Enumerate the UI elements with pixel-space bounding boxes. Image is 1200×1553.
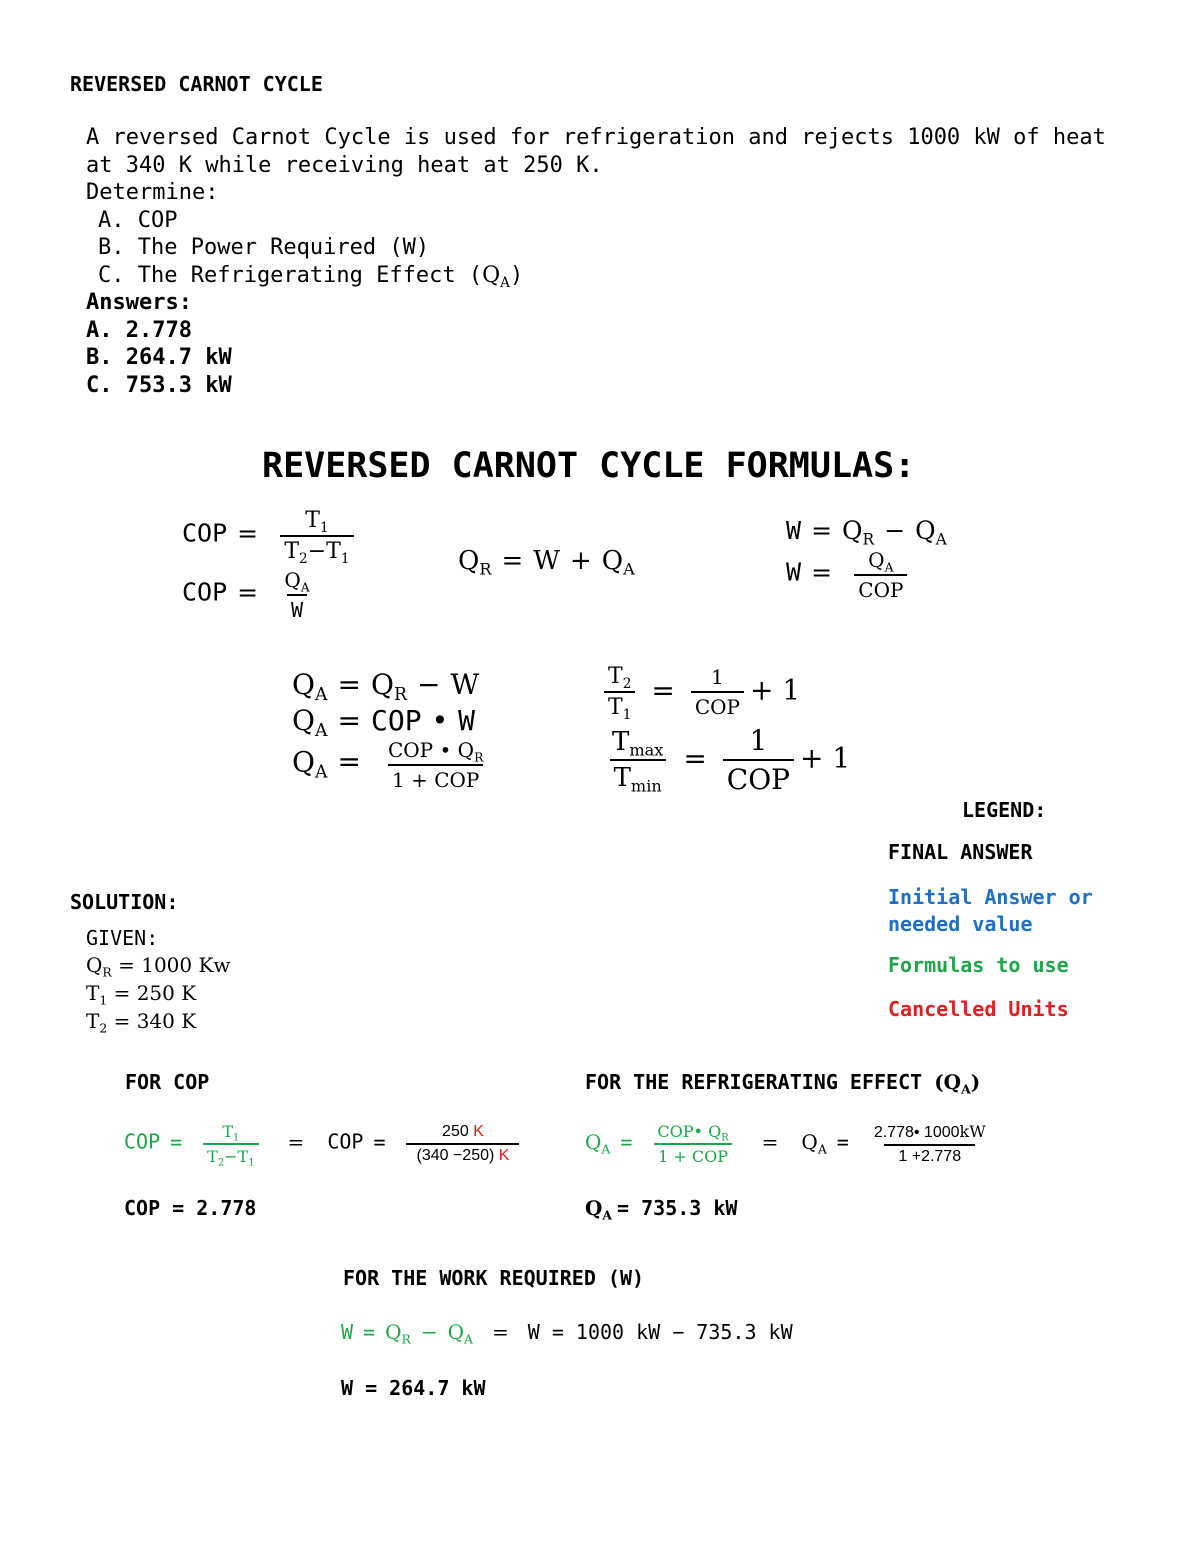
answers-heading: Answers: [86,290,192,315]
w-final-answer: W = 264.7 kW [341,1376,486,1400]
cancelled-unit-k: K [473,1123,484,1140]
formula-cop-qa-w: COP = $\frac{Q_A}{W}$ [182,568,310,622]
formulas-title: REVERSED CARNOT CYCLE FORMULAS: [262,446,916,486]
answer-a: A. 2.778 [86,317,192,343]
for-cop-heading: FOR COP [125,1070,210,1094]
qa-final-answer: $Q_A = 735.3$ kW [585,1196,738,1223]
formula-qa-fraction: $Q_A$ = $\frac{COP • Q_R}{\text{1 + COP}}$ [292,738,484,792]
answer-c: C. 753.3 kW [86,372,232,398]
legend-cancelled-units: Cancelled Units [888,997,1069,1021]
cancelled-unit-k: K [498,1147,510,1164]
formula-w-diff: $W = Q_R - Q_A$ [786,516,947,549]
problem-statement [86,124,1106,399]
qa-symbol: $Q_A$ [482,262,510,291]
for-cop-calculation: COP = $\frac{T_1}{T_2-T_1}$ = COP = $\frac{250 K}{(340 -250) K}$ [124,1122,525,1166]
formula-tmax-tmin: $\frac{T_{max}}{T_{min}}$ = $\frac{1}{\text{COP}}$ + 1 [602,724,850,796]
problem-item-b: B. The Power Required (W) [98,235,430,260]
given-t2: $T_2 = 340$ K [86,1009,197,1036]
formula-cop-temps: COP = $\frac{T_1}{T_2-T_1}$ [182,508,360,564]
legend-initial-answer: Initial Answer or needed value [888,885,1093,936]
for-w-calculation: $W = Q_R - Q_A = W = 1000$ kW − 735.3 kW [341,1320,793,1347]
problem-line-2: at 340 K while receiving heat at 250 K. [86,152,603,178]
formula-qa-product: $Q_A$ = COP • W [292,704,475,742]
answer-b: B. 264.7 kW [86,345,232,370]
legend-final-answer: FINAL ANSWER [888,840,1033,864]
for-w-heading: FOR THE WORK REQUIRED (W) [343,1266,645,1290]
legend-formulas: Formulas to use [888,953,1069,977]
problem-item-c: C. The Refrigerating Effect $(Q_A)$ [98,262,524,291]
problem-determine: Determine: [86,180,219,205]
given-t1: $T_1 = 250$ K [86,981,197,1008]
formula-qr: $Q_R = W + Q_A$ [458,546,635,579]
formula-w-cop: W = $\frac{Q_A}{\text{COP}}$ [786,548,913,602]
problem-item-a: A. COP [98,207,178,233]
formula-qa-diff: $Q_A = Q_R - W$ [292,668,480,706]
given-heading: GIVEN: [86,926,159,950]
formula-temp-ratio: $\frac{T_2}{T_1}$ = $\frac{1}{\text{COP}}$ + 1 [598,664,800,720]
legend-heading: LEGEND: [962,798,1047,822]
given-qr: $Q_R = 1000$ Kw [86,953,231,980]
document-title: REVERSED CARNOT CYCLE [70,72,323,96]
problem-line-1: A reversed Carnot Cycle is used for refrigeration and rejects 1000 kW of heat [86,125,1106,150]
for-qa-heading: FOR THE REFRIGERATING EFFECT $(Q_A)$ [585,1070,981,1097]
cop-final-answer: COP = 2.778 [124,1196,257,1220]
for-qa-calculation: $Q_A$ = $\frac{COP• Q_R}{\text{1 + COP}}$ = $Q_A$ = $\frac{2.778• 1000kW}{1 +2.778}$ [585,1122,986,1166]
solution-heading: SOLUTION: [70,890,179,914]
